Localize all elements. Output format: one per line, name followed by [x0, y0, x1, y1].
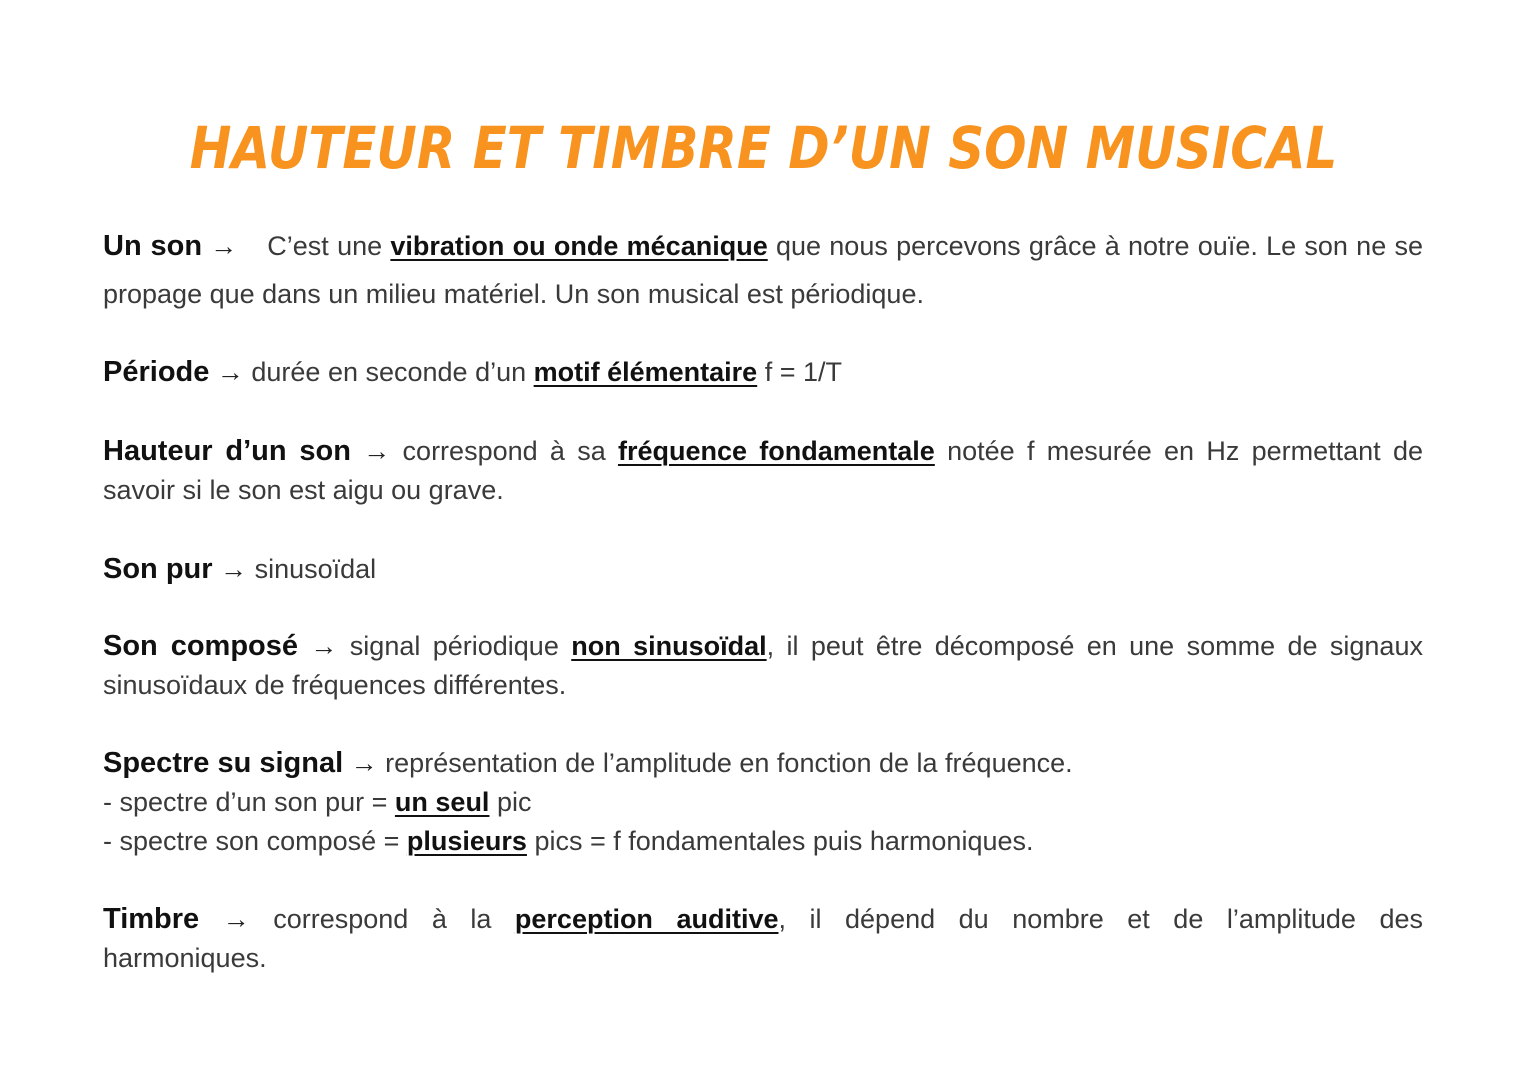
arrow-icon: → [220, 554, 248, 584]
term-son-pur: Son pur [103, 553, 213, 585]
definition-hauteur [103, 432, 1423, 510]
definition-text: que nous percevons grâce à notre ouïe. Le son ne se propage que dans un milieu matériel. Un son musical est périodique. [103, 231, 1423, 309]
definition-timbre [103, 900, 1423, 978]
definition-text: , il peut être décomposé en une somme de signaux sinusoïdaux de fréquences différentes. [103, 631, 1423, 700]
arrow-icon: → [350, 748, 378, 778]
definition-spectre [103, 744, 1423, 861]
list-item-text: - spectre son composé = [103, 826, 407, 856]
arrow-icon: → [216, 357, 244, 387]
term-hauteur: Hauteur d’un son [103, 435, 351, 467]
definition-text: représentation de l’amplitude en fonction de la fréquence. [377, 748, 1073, 778]
definition-text: correspond à la [249, 904, 515, 934]
term-timbre: Timbre [103, 903, 200, 935]
term-spectre: Spectre su signal [103, 747, 344, 779]
list-item-text: pic [489, 787, 532, 817]
underlined-keyword: perception auditive [514, 904, 779, 934]
list-item [103, 822, 1423, 861]
arrow-icon: → [210, 231, 238, 261]
definition-son-pur [103, 545, 1423, 593]
arrow-icon: → [363, 436, 391, 466]
definition-text: signal périodique [337, 631, 572, 661]
definition-son-compose [103, 627, 1423, 705]
term-son-compose: Son composé [103, 630, 299, 662]
list-item-text: pics = f fondamentales puis harmoniques. [526, 826, 1034, 856]
definition-text: durée en seconde d’un [243, 357, 534, 387]
definition-text: sinusoïdal [247, 554, 377, 584]
definition-text: C’est une [267, 231, 391, 261]
underlined-keyword: fréquence fondamentale [617, 436, 935, 466]
definition-son [103, 222, 1423, 318]
underlined-keyword: non sinusoïdal [571, 631, 767, 661]
definition-text: f = 1/T [757, 357, 842, 387]
definition-text: , il dépend du nombre et de l’amplitude des harmoniques. [103, 904, 1423, 973]
term-periode: Période [103, 356, 210, 388]
definition-text: correspond à sa [390, 436, 618, 466]
definition-periode [103, 348, 1423, 396]
list-item-text: - spectre d’un son pur = [103, 787, 395, 817]
underlined-keyword: plusieurs [406, 826, 527, 856]
underlined-keyword: un seul [394, 787, 490, 817]
page-title: HAUTEUR ET TIMBRE D’UN SON MUSICAL [189, 114, 1338, 182]
underlined-keyword: motif élémentaire [533, 357, 758, 387]
arrow-icon: → [310, 631, 338, 661]
list-item [103, 783, 1423, 822]
underlined-keyword: vibration ou onde mécanique [390, 231, 768, 261]
arrow-icon: → [222, 904, 250, 934]
term-son: Un son [103, 230, 203, 262]
definition-text: notée f mesurée en Hz permettant de savoir si le son est aigu ou grave. [103, 436, 1423, 505]
